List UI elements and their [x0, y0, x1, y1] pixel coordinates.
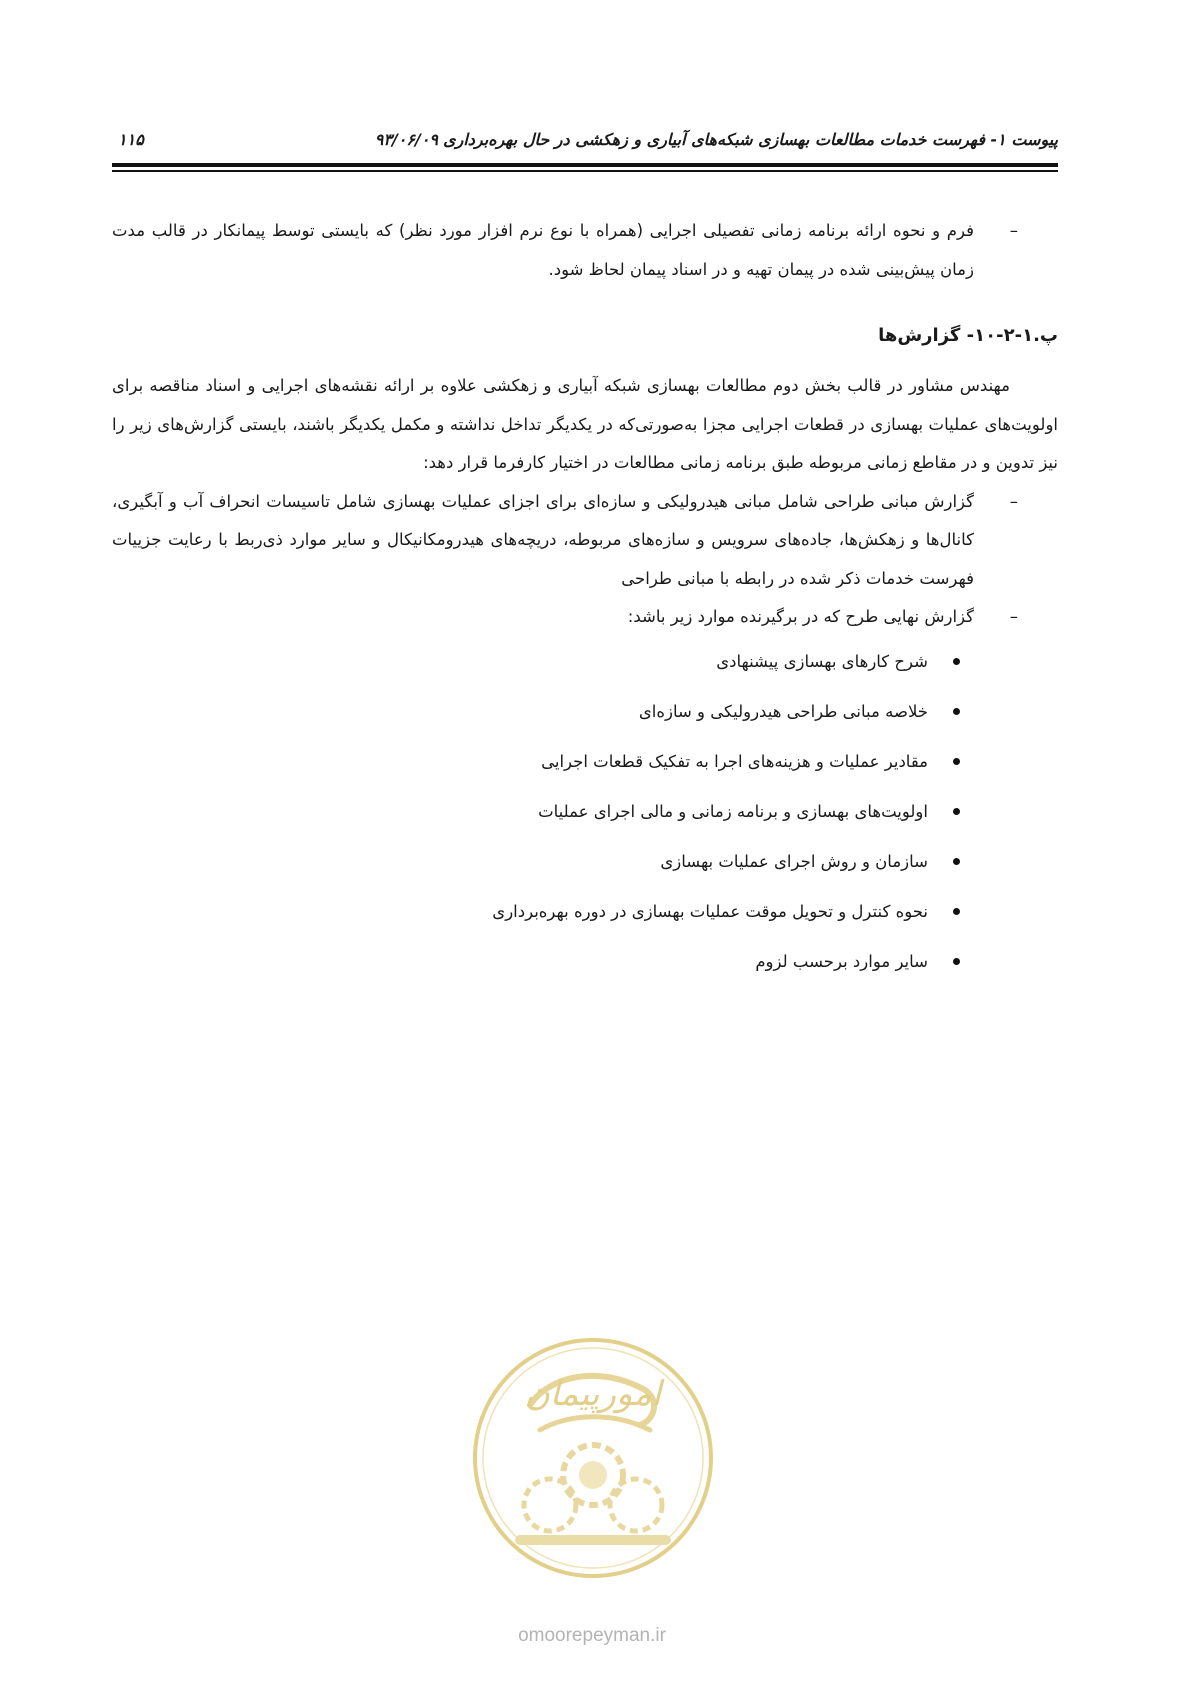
page-header [112, 126, 1058, 158]
report-list-item-text: گزارش مبانی طراحی شامل مبانی هیدرولیکی و سازه‌ای برای اجزای عملیات بهسازی شامل تاسیسات انحراف آب و آبگیری، کانال‌ها و زهکش‌ها، جاده‌های سرویس و سازه‌های مربوطه، دریچه‌های هیدرومکانیکال و سایر موارد ذی‌ربط با رعایت جزییات فهرست خدمات ذکر شده در رابطه با مبانی طراحی [112, 491, 974, 588]
final-report-bullets [112, 637, 1058, 987]
report-list-item-text: گزارش نهایی طرح که در برگیرنده موارد زیر باشد: [627, 607, 974, 626]
bullet-text: خلاصه مبانی طراحی هیدرولیکی و سازه‌ای [638, 701, 928, 721]
report-list-item [112, 598, 1058, 637]
bullet-text: شرح کارهای بهسازی پیشنهادی [716, 651, 928, 671]
header-rule-thick [112, 163, 1058, 167]
watermark-seal-icon [470, 1335, 716, 1581]
bullet-item [112, 637, 1058, 687]
bullet-text: سایر موارد برحسب لزوم [755, 951, 928, 971]
header-title: پیوست ۱- فهرست خدمات مطالعات بهسازی شبکه‌های آبیاری و زهکشی در حال بهره‌برداری [443, 130, 1058, 149]
bullet-dot [953, 708, 960, 715]
bullet-item [112, 837, 1058, 887]
bullet-text: نحوه کنترل و تحویل موقت عملیات بهسازی در دوره بهره‌برداری [492, 901, 928, 921]
bullet-dot [953, 908, 960, 915]
bullet-dot [953, 958, 960, 965]
bullet-item [112, 787, 1058, 837]
intro-list-item-text: فرم و نحوه ارائه برنامه زمانی تفصیلی اجرایی (همراه با نوع نرم افزار مورد نظر) که بایستی توسط پیمانکار در قالب مدت زمان پیش‌بینی شده در پیمان تهیه و در اسناد پیمان لحاظ شود. [112, 221, 974, 279]
watermark-url: omoorepeyman.ir [518, 1625, 666, 1646]
bullet-dot [953, 758, 960, 765]
bullet-item [112, 887, 1058, 937]
bullet-dot [953, 808, 960, 815]
page-body [112, 212, 1058, 987]
header-date: ۹۳/۰۶/۰۹ [374, 130, 438, 149]
bullet-dot [953, 658, 960, 665]
intro-list-item [112, 212, 1058, 289]
report-list-item [112, 483, 1058, 599]
bullet-item [112, 737, 1058, 787]
bullet-text: سازمان و روش اجرای عملیات بهسازی [660, 851, 928, 871]
bullet-text: اولویت‌های بهسازی و برنامه زمانی و مالی اجرای عملیات [538, 801, 928, 821]
dash-marker: – [1009, 221, 1018, 240]
section-heading: پ.۱-۲-۱۰- گزارش‌ها [878, 325, 1058, 346]
section-paragraph: مهندس مشاور در قالب بخش دوم مطالعات بهسازی شبکه آبیاری و زهکشی علاوه بر ارائه نقشه‌های اجرایی و اسناد مناقصه برای اولویت‌های عملیات بهسازی در قطعات اجرایی مجزا به‌صورتی‌که در یکدیگر تداخل نداشته و مکمل یکدیگر باشند، بایستی گزارش‌های زیر را نیز تدوین و در مقاطع زمانی مربوطه طبق برنامه زمانی مطالعات در اختیار کارفرما قرار دهد: [112, 376, 1058, 472]
dash-marker: – [1009, 491, 1018, 511]
header-rule-thin [112, 170, 1058, 172]
svg-text:امورپیمان: امورپیمان [524, 1374, 662, 1414]
bullet-item [112, 937, 1058, 987]
bullet-text: مقادیر عملیات و هزینه‌های اجرا به تفکیک قطعات اجرایی [541, 751, 928, 771]
bullet-item [112, 687, 1058, 737]
bullet-dot [953, 858, 960, 865]
dash-marker: – [1009, 607, 1018, 626]
page-number: ۱۱۵ [118, 130, 144, 149]
